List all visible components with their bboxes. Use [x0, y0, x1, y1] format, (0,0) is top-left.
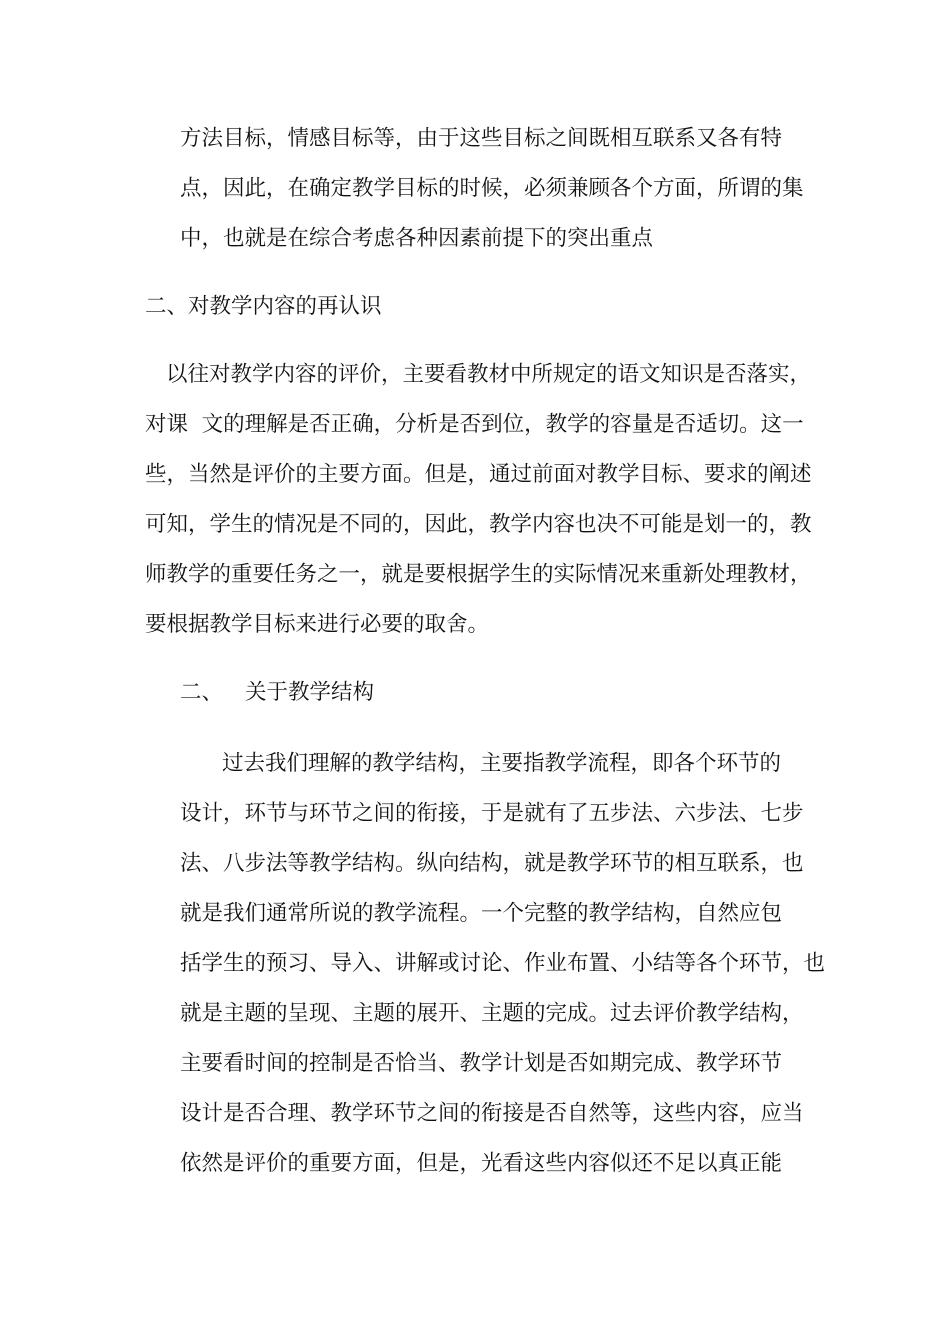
section-heading-title: 关于教学结构	[245, 680, 375, 705]
paragraph-line: 对课 文的理解是否正确，分析是否到位，教学的容量是否适切。这一	[145, 412, 804, 437]
paragraph-line: 中，也就是在综合考虑各种因素前提下的突出重点	[180, 226, 654, 251]
paragraph-line: 就是主题的呈现、主题的展开、主题的完成。过去评价教学结构，	[180, 1001, 804, 1026]
paragraph-line: 就是我们通常所说的教学流程。一个完整的教学结构，自然应包	[180, 901, 783, 926]
paragraph-line: 方法目标，情感目标等，由于这些目标之间既相互联系又各有特	[180, 126, 783, 151]
paragraph-line: 可知，学生的情况是不同的，因此，教学内容也决不可能是划一的，教	[145, 512, 812, 537]
paragraph-line: 过去我们理解的教学结构，主要指教学流程，即各个环节的	[222, 751, 782, 776]
paragraph-line: 括学生的预习、导入、讲解或讨论、作业布置、小结等各个环节，也	[180, 951, 826, 976]
section-heading-number: 二、	[180, 680, 224, 705]
paragraph-line: 主要看时间的控制是否恰当、教学计划是否如期完成、教学环节	[180, 1051, 783, 1076]
section-heading: 二、对教学内容的再认识	[145, 294, 382, 319]
paragraph-line: 设计，环节与环节之间的衔接，于是就有了五步法、六步法、七步	[180, 801, 804, 826]
paragraph-line: 依然是评价的重要方面，但是，光看这些内容似还不足以真正能	[180, 1151, 783, 1176]
paragraph-line: 要根据教学目标来进行必要的取舍。	[145, 612, 490, 637]
paragraph-line: 法、八步法等教学结构。纵向结构，就是教学环节的相互联系，也	[180, 851, 804, 876]
paragraph-line: 设计是否合理、教学环节之间的衔接是否自然等，这些内容，应当	[180, 1101, 804, 1126]
paragraph-line: 些，当然是评价的主要方面。但是，通过前面对教学目标、要求的阐述	[145, 462, 812, 487]
paragraph-line: 点，因此，在确定教学目标的时候，必须兼顾各个方面，所谓的集	[180, 176, 804, 201]
paragraph-line: 师教学的重要任务之一，就是要根据学生的实际情况来重新处理教材，	[145, 562, 812, 587]
paragraph-line: 以往对教学内容的评价，主要看教材中所规定的语文知识是否落实，	[166, 362, 812, 387]
